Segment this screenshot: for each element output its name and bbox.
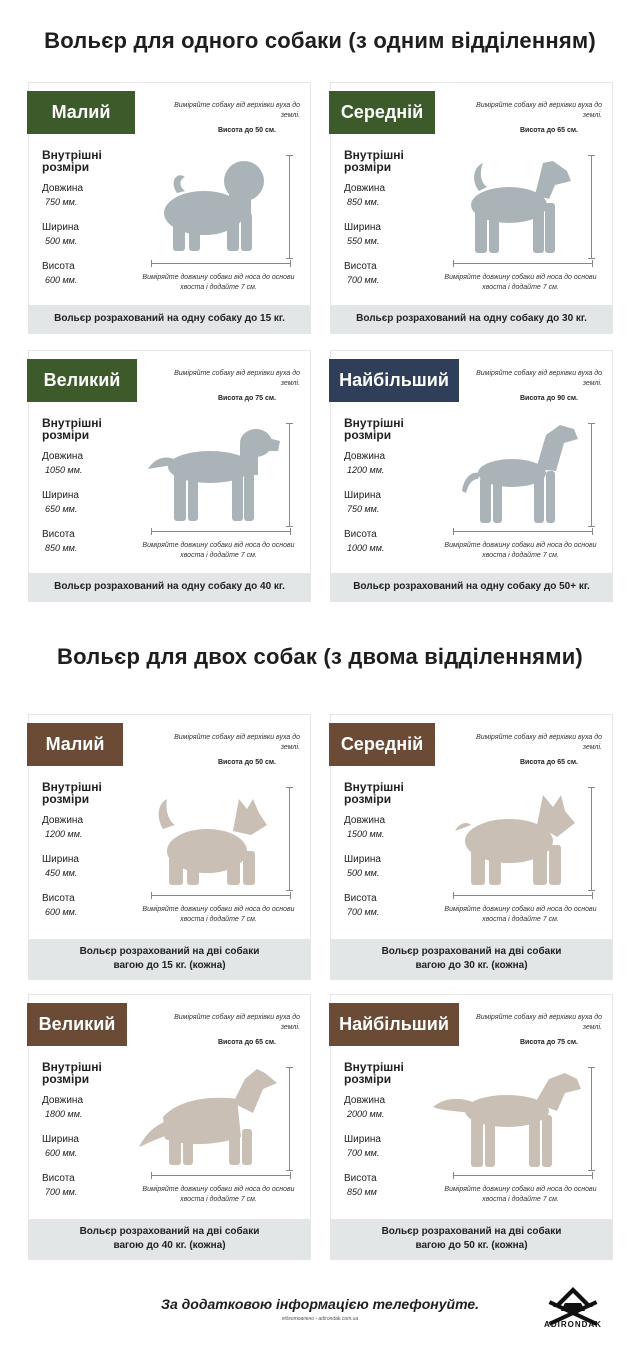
- collie-silhouette-icon: [137, 1065, 283, 1175]
- measure-top-note: Виміряйте собаку від верхівки вуха до землі.: [476, 370, 602, 387]
- length-dimension-line: [151, 895, 291, 896]
- length-label: Довжина: [42, 1095, 84, 1106]
- length-label: Довжина: [42, 183, 84, 194]
- measure-bottom-note: Виміряйте довжину собаки від носа до основи хвоста і додайте 7 см.: [444, 1186, 597, 1203]
- height-label: Висота: [42, 529, 75, 540]
- height-value: 700 мм.: [347, 275, 380, 285]
- card-footer: [29, 1219, 310, 1259]
- retriever-silhouette-icon: [431, 1067, 587, 1175]
- height-label: Висота: [42, 1173, 75, 1184]
- footer-line-1: Вольєр розрахований на дві собаки: [381, 946, 562, 957]
- width-label: Ширина: [42, 490, 79, 501]
- width-label: Ширина: [344, 1134, 381, 1145]
- length-value: 2000 мм.: [347, 1109, 385, 1119]
- great-dane-silhouette-icon: [456, 421, 586, 531]
- height-dimension-line: [591, 787, 592, 891]
- single-card-large: [28, 350, 311, 602]
- inner-dimensions-title: Внутрішні розміри: [344, 416, 404, 442]
- card-footer: [331, 939, 612, 979]
- card-footer: Вольєр розрахований на одну собаку до 50+ кг.: [331, 573, 612, 601]
- width-value: 550 мм.: [347, 236, 380, 246]
- measure-bottom-note: Виміряйте довжину собаки від носа до основи хвоста і додайте 7 см.: [444, 906, 597, 923]
- length-dimension-line: [453, 895, 593, 896]
- height-value: 600 мм.: [45, 275, 78, 285]
- length-dimension-line: [453, 263, 593, 264]
- footer-line-2: вагою до 15 кг. (кожна): [113, 960, 226, 971]
- inner-dimensions-title: Внутрішні розміри: [344, 780, 404, 806]
- length-dimension-line: [453, 531, 593, 532]
- width-label: Ширина: [344, 854, 381, 865]
- card-footer: [331, 1219, 612, 1259]
- height-note: Висота до 75 см.: [519, 1039, 578, 1046]
- height-value: 850 мм: [347, 1187, 377, 1197]
- double-card-medium: [330, 714, 613, 980]
- footer-line-1: Вольєр розрахований на дві собаки: [79, 1226, 260, 1237]
- width-value: 600 мм.: [45, 1148, 78, 1158]
- length-dimension-line: [151, 263, 291, 264]
- height-dimension-line: [591, 423, 592, 527]
- height-value: 700 мм.: [347, 907, 380, 917]
- footer-line-1: Вольєр розрахований на дві собаки: [381, 1226, 562, 1237]
- measure-bottom-note: Виміряйте довжину собаки від носа до основи хвоста і додайте 7 см.: [444, 542, 597, 559]
- width-label: Ширина: [42, 222, 79, 233]
- height-label: Висота: [344, 893, 377, 904]
- rottweiler-silhouette-icon: [144, 423, 284, 531]
- card-footer: Вольєр розрахований на одну собаку до 15 кг.: [29, 305, 310, 333]
- size-label: Найбільший: [329, 1003, 459, 1046]
- footer-line-2: вагою до 50 кг. (кожна): [415, 1240, 528, 1251]
- footer-line-1: Вольєр розрахований на дві собаки: [79, 946, 260, 957]
- card-footer: Вольєр розрахований на одну собаку до 30 кг.: [331, 305, 612, 333]
- height-label: Висота: [344, 1173, 377, 1184]
- height-label: Висота: [344, 529, 377, 540]
- height-value: 850 мм.: [45, 543, 78, 553]
- length-dimension-line: [151, 531, 291, 532]
- height-note: Висота до 65 см.: [519, 759, 578, 766]
- single-section-title: Вольєр для одного собаки (з одним відділенням): [44, 28, 596, 53]
- length-value: 1050 мм.: [45, 465, 83, 475]
- schnauzer-silhouette-icon: [449, 155, 579, 263]
- length-dimension-line: [453, 1175, 593, 1176]
- inner-dimensions-title: Внутрішні розміри: [42, 1060, 102, 1086]
- measure-bottom-note: Виміряйте довжину собаки від носа до основи хвоста і додайте 7 см.: [142, 542, 295, 559]
- width-label: Ширина: [42, 1134, 79, 1145]
- length-value: 1500 мм.: [347, 829, 385, 839]
- inner-dimensions-title: Внутрішні розміри: [42, 780, 102, 806]
- measure-top-note: Виміряйте собаку від верхівки вуха до землі.: [476, 734, 602, 751]
- length-value: 850 мм.: [347, 197, 380, 207]
- contact-text: За додатковою інформацією телефонуйте.: [160, 1296, 480, 1312]
- height-note: Висота до 50 см.: [217, 759, 276, 766]
- measure-top-note: Виміряйте собаку від верхівки вуха до землі.: [174, 102, 300, 119]
- length-value: 1200 мм.: [347, 465, 385, 475]
- length-dimension-line: [151, 1175, 291, 1176]
- inner-dimensions-title: Внутрішні розміри: [42, 148, 102, 174]
- double-section-title: Вольєр для двох собак (з двома відділеннями): [57, 644, 583, 669]
- height-dimension-line: [591, 1067, 592, 1171]
- width-label: Ширина: [344, 490, 381, 501]
- bulldog-silhouette-icon: [449, 785, 579, 895]
- length-label: Довжина: [344, 183, 386, 194]
- length-value: 1200 мм.: [45, 829, 83, 839]
- measure-bottom-note: Виміряйте довжину собаки від носа до основи хвоста і додайте 7 см.: [142, 1186, 295, 1203]
- double-card-small: [28, 714, 311, 980]
- size-label: Середній: [329, 723, 435, 766]
- size-label: Малий: [27, 723, 123, 766]
- height-label: Висота: [344, 261, 377, 272]
- double-card-largest: [330, 994, 613, 1260]
- height-dimension-line: [289, 423, 290, 527]
- size-label: Великий: [27, 1003, 127, 1046]
- measure-top-note: Виміряйте собаку від верхівки вуха до землі.: [476, 102, 602, 119]
- measure-bottom-note: Виміряйте довжину собаки від носа до основи хвоста і додайте 7 см.: [142, 906, 295, 923]
- width-label: Ширина: [344, 222, 381, 233]
- height-label: Висота: [42, 261, 75, 272]
- height-note: Висота до 65 см.: [519, 127, 578, 134]
- width-value: 700 мм.: [347, 1148, 380, 1158]
- double-card-large: [28, 994, 311, 1260]
- height-dimension-line: [591, 155, 592, 259]
- length-label: Довжина: [42, 451, 84, 462]
- height-value: 1000 мм.: [347, 543, 385, 553]
- inner-dimensions-title: Внутрішні розміри: [344, 148, 404, 174]
- width-value: 500 мм.: [347, 868, 380, 878]
- single-card-medium: [330, 82, 613, 334]
- measure-top-note: Виміряйте собаку від верхівки вуха до землі.: [476, 1014, 602, 1031]
- length-label: Довжина: [344, 1095, 386, 1106]
- length-value: 1800 мм.: [45, 1109, 83, 1119]
- height-note: Висота до 90 см.: [519, 395, 578, 402]
- length-label: Довжина: [344, 451, 386, 462]
- measure-bottom-note: Виміряйте довжину собаки від носа до основи хвоста і додайте 7 см.: [444, 274, 597, 291]
- width-label: Ширина: [42, 854, 79, 865]
- size-label: Великий: [27, 359, 137, 402]
- card-footer: Вольєр розрахований на одну собаку до 40 кг.: [29, 573, 310, 601]
- measure-top-note: Виміряйте собаку від верхівки вуха до землі.: [174, 1014, 300, 1031]
- pug-silhouette-icon: [149, 153, 274, 263]
- height-label: Висота: [42, 893, 75, 904]
- height-note: Висота до 65 см.: [217, 1039, 276, 1046]
- height-value: 700 мм.: [45, 1187, 78, 1197]
- height-dimension-line: [289, 787, 290, 891]
- height-note: Висота до 50 см.: [217, 127, 276, 134]
- size-label: Найбільший: [329, 359, 459, 402]
- length-label: Довжина: [42, 815, 84, 826]
- logo-text: ADIRONDAK: [544, 1320, 602, 1329]
- height-note: Висота до 75 см.: [217, 395, 276, 402]
- width-value: 500 мм.: [45, 236, 78, 246]
- height-value: 600 мм.: [45, 907, 78, 917]
- size-label: Малий: [27, 91, 135, 134]
- width-value: 450 мм.: [45, 868, 78, 878]
- inner-dimensions-title: Внутрішні розміри: [42, 416, 102, 442]
- inner-dimensions-title: Внутрішні розміри: [344, 1060, 404, 1086]
- terrier-silhouette-icon: [147, 785, 277, 895]
- size-label: Середній: [329, 91, 435, 134]
- single-card-largest: [330, 350, 613, 602]
- footer-line-2: вагою до 40 кг. (кожна): [113, 1240, 226, 1251]
- measure-bottom-note: Виміряйте довжину собаки від носа до основи хвоста і додайте 7 см.: [142, 274, 295, 291]
- length-label: Довжина: [344, 815, 386, 826]
- length-value: 750 мм.: [45, 197, 78, 207]
- footer-line-2: вагою до 30 кг. (кожна): [415, 960, 528, 971]
- card-footer: [29, 939, 310, 979]
- single-card-small: [28, 82, 311, 334]
- width-value: 750 мм.: [347, 504, 380, 514]
- height-dimension-line: [289, 155, 290, 259]
- measure-top-note: Виміряйте собаку від верхівки вуха до землі.: [174, 370, 300, 387]
- height-dimension-line: [289, 1067, 290, 1171]
- width-value: 650 мм.: [45, 504, 78, 514]
- credit-text: підготовлено - adirondak.com.ua: [281, 1316, 359, 1322]
- measure-top-note: Виміряйте собаку від верхівки вуха до землі.: [174, 734, 300, 751]
